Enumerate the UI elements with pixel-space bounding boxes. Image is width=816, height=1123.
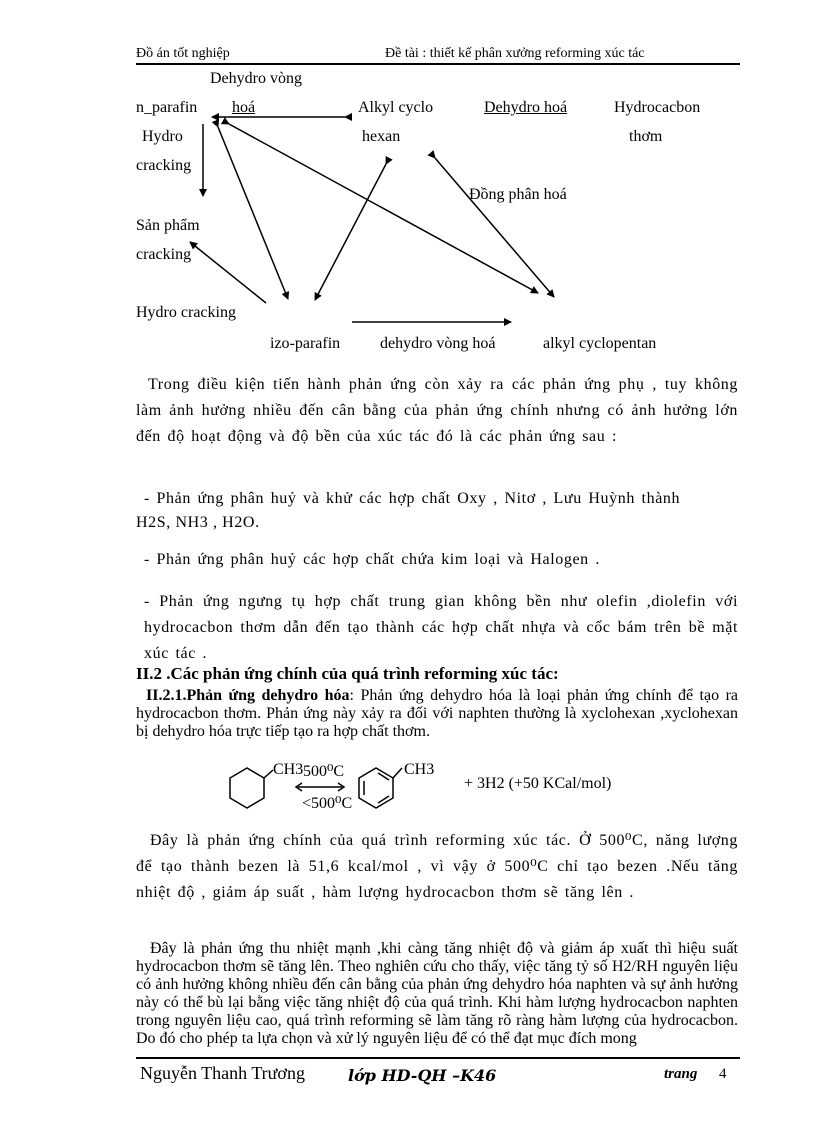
reaction-scheme-arrows [0,0,816,400]
label-alkyl-cyclo: Alkyl cyclo [358,99,434,116]
footer-page-number: 4 [719,1066,727,1082]
cyclohexane-ring [230,768,264,808]
reactant-ch3 [273,761,303,779]
label-hoa: hoá [232,99,256,116]
reaction-product-energy: + 3H2 (+50 KCal/mol) [464,775,612,792]
product-ch3: CH3 [404,761,435,778]
label-hydro: Hydro [142,128,183,145]
arrow-isomerization [435,158,554,297]
label-hydro-cracking: Hydro cracking [136,304,236,321]
label-dong-phan-hoa: Đồng phân hoá [469,186,567,203]
header-left: Đồ án tốt nghiệp [136,46,230,61]
bullet-1-text: - Phản ứng phân huỷ và khử các hợp chất Oxy , Nitơ , Lưu Huỳnh thành [144,490,681,507]
label-dehydro-vong-hoa: dehydro vòng hoá [380,335,496,352]
header-right: Đề tài : thiết kế phân xưởng reforming xúc tác [385,46,645,61]
paragraph-side-reactions: Trong điều kiện tiến hành phản ứng còn xảy ra các phản ứng phụ , tuy không làm ảnh hưởng nhiều đến cân bằng của phản ứng chính nhưng có ảnh hưởng lớn đến độ hoạt động và độ bền của xúc tác đó là các phản ứng sau : [136,376,738,445]
footer-class: lớp HD-QH –K46 [348,1066,497,1085]
paragraph-endothermic: Đây là phản ứng thu nhiệt mạnh ,khi càng tăng nhiệt độ và giảm áp xuất thì hiệu suất hydrocacbon thơm sẽ tăng lên. Theo nghiên cứu cho thấy, việc tăng tỷ số H2/RH nguyên liệu có ảnh hưởng không nhiều đến cân bằng của phản ứng dehydro hóa naphten và sự ảnh hưởng này có thể bù lại bằng việc tăng nhiệt độ của quá trình. Khi hàm lượng hydrocacbon naphten trong nguyên liệu cao, quá trình reforming sẽ làm tăng rõ ràng hàm lượng của hydrocacbon. Do đó cho phép ta lựa chọn và xử lý nguyên liệu để có thể đạt mục đích mong [136,940,738,1047]
paragraph-dehydro [136,687,738,741]
footer-author: Nguyễn Thanh Trương [140,1063,305,1083]
arrow-hydrocracking-san-pham [190,242,266,303]
label-cracking-1: cracking [136,157,192,174]
label-hexan: hexan [362,128,401,145]
formula-h2s: H2S, NH3 , H2O. [136,514,260,531]
section-heading: II.2 .Các phản ứng chính của quá trình reforming xúc tác: [136,664,559,683]
label-dehydro-hoa: Dehydro hoá [484,99,568,116]
label-alkyl-cyclopentan: alkyl cyclopentan [543,335,657,352]
footer-page-label: trang [664,1066,698,1082]
label-dehydro-vong-top: Dehydro vòng [210,70,302,87]
temp-forward: 500⁰C [303,763,345,780]
subsection-heading: II.2.1.Phản ứng dehydro hóa [146,687,350,704]
bullet-2: - Phản ứng phân huỷ các hợp chất chứa kim loại và Halogen . [144,551,600,568]
label-n-parafin: n_parafin [136,99,198,116]
cyclohexane-methyl-bond [264,770,273,778]
label-thom: thơm [629,128,663,145]
subsection-text: : Phản ứng dehydro hóa là loại phản ứng chính để tạo ra hydrocacbon thơm. Phản ứng này xảy ra đối với naphten thường là xyclohexan ,xyclohexan bị dehydro hóa trực tiếp tạo ra hợp chất thơm. [136,687,739,740]
bullet-1 [136,486,738,512]
bullet-1-formulas [136,510,260,536]
arrow-cyclohexan-izo-parafin [315,164,386,300]
label-san-pham: Sản phẩm [136,217,200,234]
reactant-ch3-text: CH3 [273,761,304,778]
label-izo-parafin: izo-parafin [270,335,341,352]
label-hydrocacbon: Hydrocacbon [614,99,701,116]
toluene-methyl-bond [393,768,402,778]
paragraph-main-reaction: Đây là phản ứng chính của quá trình reforming xúc tác. Ở 500⁰C, năng lượng để tạo thành bezen là 51,6 kcal/mol , vì vậy ở 500⁰C chỉ tạo bezen .Nếu tăng nhiệt độ , giảm áp suất , hàm lượng hydrocacbon thơm sẽ tăng lên . [136,832,738,901]
temp-reverse: <500⁰C [302,795,353,812]
footer-rule [136,1057,740,1059]
bullet-3: - Phản ứng ngưng tụ hợp chất trung gian không bền như olefin ,diolefin với hydrocacbon thơm dẫn đến tạo thành các hợp chất nhựa và cốc bám trên bề mặt xúc tác . [144,593,738,662]
label-cracking-2: cracking [136,246,192,263]
